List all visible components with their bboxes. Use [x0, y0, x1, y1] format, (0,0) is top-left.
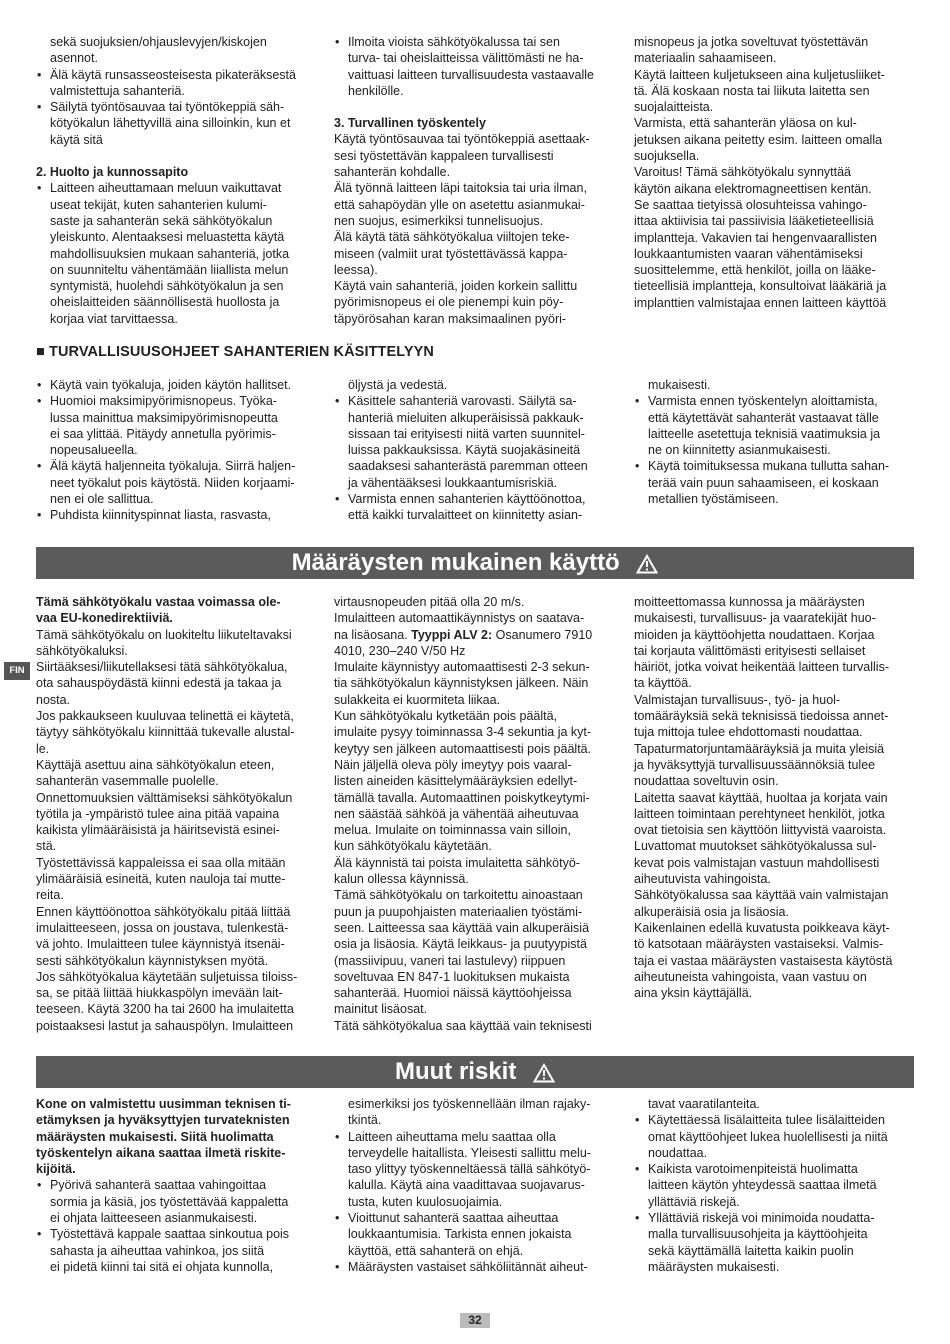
text-line: taso ylittyy työskenneltäessä tällä sähkötyö- [348, 1162, 591, 1177]
text-line: laitteelle asetettuja teknisiä vaatimuksia ja [648, 426, 881, 441]
page-number: 32 [460, 1313, 490, 1328]
text-line: • Varmista ennen sahanterien käyttöönottoa, [348, 492, 586, 507]
text-line: useat tekijät, kuten sahanterien kulumi- [50, 197, 267, 212]
text-line: laitteen käytön yhteydessä saattaa ilmetä [648, 1178, 877, 1193]
text-line: mainitut lisäosat. [334, 1002, 428, 1017]
text-line: • Yllättäviä riskejä voi minimoida noudatta- [648, 1211, 875, 1226]
text-line: noudattaa soveltuvin osin. [634, 774, 779, 789]
text-line: Jos pakkaukseen kuuluvaa telinettä ei käytetä, [36, 709, 294, 724]
heading-text: TURVALLISUUSOHJEET SAHANTERIEN KÄSITTELYYN [49, 344, 435, 360]
text-line: suojalaitteista. [634, 100, 714, 115]
text-line: nopeusalueella. [50, 443, 138, 458]
bullet-list [634, 1112, 919, 1275]
text-line: • Laitteen aiheuttama melu saattaa olla [348, 1129, 556, 1144]
text-line: kötyökalun lähettyvillä aina silloinkin, kun et [50, 116, 291, 131]
text-line: etämyksen ja hyväksyttyjen turvateknisten [36, 1113, 290, 1128]
list-item [36, 393, 321, 458]
text-line: sesi työstettävän kappaleen turvallisesti [334, 148, 554, 163]
use-col3 [634, 594, 919, 1001]
text-line: osia ja lisäosia. Käytä leikkaus- ja puutyypistä [334, 937, 587, 952]
language-tab: FIN [4, 662, 30, 680]
text-line: tuja mittoja tulee ehdottomasti noudattaa. [634, 725, 863, 740]
bullet-list [634, 393, 919, 507]
text-line: Valmistajan turvallisuus-, työ- ja huol- [634, 692, 841, 707]
text-line: ja hyväksyttyjä turvallisuussäännöksiä tulee [634, 757, 876, 772]
text-line: • Huomioi maksimipyörimisnopeus. Työka- [50, 394, 277, 409]
saw-col3 [634, 377, 919, 507]
text-line: tavat vaaratilanteita. [648, 1097, 760, 1111]
text-line: imulaitteeseen, jossa on joustava, tulenkestä- [36, 920, 289, 935]
text-line: Sähkötyökalussa saa käyttää vain valmistajan [634, 888, 889, 903]
text-line: Laitetta saavat käyttää, huoltaa ja korjata vain [634, 790, 888, 805]
text-line: vä johto. Imulaitteen tulee käynnistyä itsenäi- [36, 937, 285, 952]
list-item [36, 377, 321, 393]
list-item [334, 1129, 619, 1210]
text-line: Tapaturmatorjuntamääräyksiä ja muita yleisiä [634, 741, 885, 756]
text-line: sissaan tai erityisesti niitä varten suunnitel- [348, 426, 585, 441]
text-line: Kone on valmistettu uusimman teknisen ti- [36, 1097, 291, 1111]
text-line: • Varmista ennen työskentelyn aloittamista, [648, 394, 878, 409]
bullet-list [36, 377, 321, 524]
text-line: terveydelle haitallista. Yleisesti sallittu melu- [348, 1145, 591, 1160]
text-line: aina yksin käyttäjällä. [634, 986, 753, 1001]
text-line: aiheutuneista vahingoista, vaan vastuu on [634, 969, 867, 984]
text-line: mioiden ja käyttöohjetta noudattaen. Korjaa [634, 627, 875, 642]
text-line: tä. Älä koskaan nosta tai liikuta laitetta sen [634, 83, 870, 98]
text-line: Jos sähkötyökalua käytetään suljetuissa tiloiss- [36, 969, 298, 984]
text-line: suosittelemme, että henkilöt, joilla on lääke- [634, 263, 876, 278]
text-line: mahdollisuuksien mukaan sahanteriä, jotka [50, 246, 290, 261]
text-line: vaittuasi laitteen turvallisuudesta vastaavalle [348, 67, 594, 82]
text-line: Varoitus! Tämä sähkötyökalu synnyttää [634, 165, 852, 180]
text-line: yllättäviä riskejä. [648, 1194, 740, 1209]
text-span: Osanumero 7910 [492, 627, 593, 642]
text-line: aiheutuvista vahingoista. [634, 872, 771, 887]
list-item [334, 34, 619, 99]
banner-title: Muut riskit [394, 1058, 517, 1085]
text-line: misnopeus ja jotka soveltuvat työstettävän [634, 35, 869, 49]
text-line: sahasta ja aiheuttaa vahinkoa, jos siitä [50, 1243, 265, 1258]
text-line: työskentelyn aikana saattaa ilmetä riskite- [36, 1145, 286, 1160]
saw-col2 [334, 377, 619, 524]
text-line: • Käytettäessä lisälaitteita tulee lisälaitteiden [648, 1113, 885, 1128]
text-line: ylimääräisiä esineitä, kuten nauloja tai mutte- [36, 872, 286, 887]
text-line: että sahapöydän ylle on asetettu asianmukai- [334, 197, 585, 212]
warning-triangle-icon [636, 554, 658, 574]
text-line: käytä sitä [50, 132, 103, 147]
risks-col2 [334, 1096, 619, 1275]
text-line: tomääräyksiä sekä teknisissä tiedoissa annet- [634, 709, 889, 724]
text-line: mukaisesti, turvallisuus- ja vaaratekijät huo- [634, 611, 876, 626]
text-line: virtausnopeuden pitää olla 20 m/s. [334, 595, 525, 609]
list-item [334, 491, 619, 524]
text-line: esimerkiksi jos työskennellään ilman rajaky- [348, 1097, 591, 1111]
text-line: käyttöä, että sahanterä on ehjä. [348, 1243, 524, 1258]
text-line: tämällä tavalla. Automaattinen poiskytkeytymi- [334, 790, 590, 805]
text-line: täpyörösahan karan maksimaalinen pyöri- [334, 311, 567, 326]
text-line: sahanterän vasemmalle puolelle. [36, 774, 219, 789]
list-item [36, 507, 321, 523]
text-line: yleiskunto. Alentaaksesi meluastetta käytä [50, 230, 285, 245]
text-line: oheislaitteiden säännöllisestä huollosta ja [50, 295, 280, 310]
intended-use-banner [36, 547, 914, 579]
list-item [634, 393, 919, 458]
text-line: että kaikki turvalaitteet on kiinnitetty asian- [348, 508, 583, 523]
list-item [634, 458, 919, 507]
section-heading: 3. Turvallinen työskentely [334, 116, 486, 131]
text-line: nen säästää sähköä ja vähentää aiheutuvaa [334, 806, 579, 821]
text-line: Tämä sähkötyökalu on luokiteltu liikuteltavaksi [36, 627, 292, 642]
text-line: leessa). [334, 262, 378, 277]
text-line: Käytä työntösauvaa tai työntökeppiä asettaak- [334, 132, 590, 147]
text-line: puun ja puupohjaisten materiaalien työstämi- [334, 904, 583, 919]
text-line: ittaa aktiivisia tai passiivisia lääketieteellisiä [634, 214, 874, 229]
text-line: tkintä. [348, 1113, 382, 1128]
text-line: malla turvallisuusohjeita ja käyttöohjeita [648, 1227, 868, 1242]
text-line: loukkaantumisten vaaran vähentämiseksi [634, 246, 863, 261]
top-col3 [634, 34, 919, 311]
text-line: poistaaksesi lastut ja sahauspölyn. Imulaitteen [36, 1018, 294, 1033]
text-line: seen. Laitteessa saa käyttää vain alkuperäisiä [334, 920, 590, 935]
text-line: tieteellisiä implantteja, konsultoivat lääkäriä ja [634, 279, 887, 294]
text-line: • Määräysten vastaiset sähköliitännät aiheut- [348, 1259, 588, 1274]
list-item [634, 1161, 919, 1210]
text-line: • Säilytä työntösauvaa tai työntökeppiä säh- [50, 100, 285, 115]
text-line: luissa pakkauksissa. Käytä suojakäsineitä [348, 443, 581, 458]
text-line: • Käytä vain työkaluja, joiden käytön hallitset. [50, 378, 292, 392]
text-line: on suunniteltu vähentämään liiallista melun [50, 262, 289, 277]
text-block [36, 34, 321, 67]
text-line: kijöitä. [36, 1162, 76, 1177]
text-span: na lisäosana. [334, 627, 412, 642]
text-line: • Puhdista kiinnityspinnat liasta, rasvasta, [50, 508, 271, 523]
list-item [36, 1177, 321, 1226]
text-line: • Älä käytä haljenneita työkaluja. Siirrä haljen- [50, 459, 296, 474]
text-line: teeseen. Käytä 3200 ha tai 2600 ha imulaitetta [36, 1002, 294, 1017]
text-line: sekä suojuksien/ohjauslevyjen/kiskojen [50, 35, 267, 49]
list-item [36, 99, 321, 148]
text-line: työtila ja -ympäristö tulee aina pitää vapaina [36, 806, 280, 821]
text-line: Onnettomuuksien välttämiseksi sähkötyökalun [36, 790, 293, 805]
text-line: neet työkalut pois käytöstä. Niiden korjaami- [50, 475, 295, 490]
text-line: henkilölle. [348, 83, 404, 98]
text-line: suojuksella. [634, 149, 700, 164]
text-line: (massiivipuu, vaneri tai lastulevy) riippuen [334, 953, 566, 968]
text-block [334, 131, 619, 327]
text-line: materiaalin sahaamiseen. [634, 51, 777, 66]
text-line: sahanterän kohdalle. [334, 165, 451, 180]
text-line: sormia ja käsiä, jos työstettävää kappaletta [50, 1194, 289, 1209]
text-line: ne on kiinnitetty asianmukaisesti. [648, 443, 831, 458]
text-line [334, 627, 619, 643]
banner-title: Määräysten mukainen käyttö [291, 549, 620, 576]
text-line: kalulla. Käytä aina vaadittavaa suojavarus- [348, 1178, 585, 1193]
text-line: soveltuvaa EN 847-1 luokituksen mukaista [334, 969, 570, 984]
text-line: Tämä sähkötyökalu on tarkoitettu ainoastaan [334, 888, 583, 903]
text-line: imulaite pysyy toiminnassa 3-4 sekuntia ja kyt- [334, 725, 592, 740]
text-line: sulakkeita ei kuormiteta liikaa. [334, 692, 501, 707]
text-line: • Älä käytä runsasseosteisesta pikateräksestä [50, 67, 296, 82]
text-line: syntymistä, huolehdi sähkötyökalun ja sen [50, 279, 284, 294]
text-line: täytyy sähkötyökalu kiinnittää tukevalle alustal- [36, 725, 295, 740]
text-line: hanteriä mieluiten alkuperäisissä pakkauk- [348, 410, 584, 425]
other-risks-banner [36, 1056, 914, 1088]
text-line: sesti sähkötyökalun käynnistyksen myötä. [36, 953, 269, 968]
text-line: Imulaitteen automaattikäynnistys on saatava- [334, 611, 585, 626]
list-item [36, 458, 321, 507]
list-item [334, 393, 619, 491]
section-heading: 2. Huolto ja kunnossapito [36, 165, 189, 180]
text-line: Varmista, että sahanterän yläosa on kul- [634, 116, 857, 131]
risks-col1 [36, 1096, 321, 1275]
text-line: Se saattaa tietyissä olosuhteissa vahingo- [634, 197, 867, 212]
text-line: tai korjauta välittömästi erityisesti sellaiset [634, 643, 866, 658]
text-line: • Kaikista varotoimenpiteistä huolimatta [648, 1162, 858, 1177]
text-line: korjaa viat tarvittaessa. [50, 311, 178, 326]
text-line: määräysten mukaisesti. Siitä huolimatta [36, 1129, 274, 1144]
list-item [36, 1226, 321, 1275]
text-line: tia sähkötyökalun käynnistyksen jälkeen. Näin [334, 676, 589, 691]
text-line: saste ja sahanterän sekä sähkötyökalun [50, 213, 273, 228]
text-line: le. [36, 741, 50, 756]
text-line: valmistettuja sahanteriä. [50, 83, 185, 98]
text-line: että käytettävät sahanterät vastaavat tälle [648, 410, 879, 425]
text-line: sa, se pitää liittää hiukkaspölyn imevään lait- [36, 986, 283, 1001]
text-line: sähkötyökaluksi. [36, 643, 128, 658]
text-line: taja ei vastaa määräysten vastaisesta käytöstä [634, 953, 893, 968]
text-line: kaikista ylimääräisistä ja häiritsevistä esinei- [36, 823, 280, 838]
text-line: miseen (valmiit urat työstettävässä kappa- [334, 246, 568, 261]
square-bullet-icon: ■ [36, 344, 45, 360]
text-line: lussa mainittua maksimipyörimisnopeutta [50, 410, 278, 425]
text-line: ei ohjata laitteeseen asianmukaisesti. [50, 1211, 258, 1226]
list-item [634, 1210, 919, 1275]
text-line: Tämä sähkötyökalu vastaa voimassa ole- [36, 595, 281, 609]
text-line: Älä käytä tätä sähkötyökalua viiltojen teke- [334, 230, 570, 245]
text-line: stä. [36, 839, 57, 854]
text-line: nosta. [36, 692, 71, 707]
text-line: ta käyttöä. [634, 676, 692, 691]
text-line: sahanterää. Huomioi näissä käyttöohjeissa [334, 986, 572, 1001]
text-line: Älä käynnistä tai poista imulaitetta sähkötyö- [334, 855, 580, 870]
text-line: • Käytä toimituksessa mukana tullutta sahan- [648, 459, 890, 474]
text-line: ei saa ylittää. Pitäydy annetulla pyörimis- [50, 426, 276, 441]
text-line: metallien työstämiseen. [648, 492, 779, 507]
text-line: ja vähentääksesi loukkaantumisriskiä. [348, 475, 558, 490]
text-line: Näin jäljellä oleva pöly imeytyy pois vaaral- [334, 757, 572, 772]
bullet-list [36, 180, 321, 327]
text-line: listen aineiden käsittelymääräyksien edellyt- [334, 774, 578, 789]
text-line: laitteen toimintaan perehtyneet henkilöt, jotka [634, 806, 885, 821]
text-line: melua. Imulaite on toiminnassa vain silloin, [334, 823, 571, 838]
text-line: • Käsittele sahanteriä varovasti. Säilytä sa- [348, 394, 577, 409]
text-line: vaa EU-konedirektiiviä. [36, 611, 173, 626]
text-line: käytön aikana elektromagneettisen kentän. [634, 181, 872, 196]
text-block [634, 34, 919, 311]
text-line: Työstettävissä kappaleissa ei saa olla mitään [36, 855, 286, 870]
text-line: asennot. [50, 51, 98, 66]
text-line: 4010, 230–240 V/50 Hz [334, 643, 466, 658]
text-line: • Vioittunut sahanterä saattaa aiheuttaa [348, 1211, 559, 1226]
saw-col1 [36, 377, 321, 524]
text-line: Älä työnnä laitteen läpi taitoksia tai uria ilman, [334, 181, 587, 196]
text-line: implanttien valmistajaa ennen laitteen käyttöä [634, 295, 887, 310]
text-line: Imulaite käynnistyy automaattisesti 2-3 sekun- [334, 660, 590, 675]
text-line: kun sähkötyökalu käytetään. [334, 839, 492, 854]
warning-triangle-icon [533, 1063, 555, 1083]
bullet-list [36, 67, 321, 148]
text-line: keytyy sen jälkeen automaattisesti pois päältä. [334, 741, 592, 756]
list-item [36, 180, 321, 327]
text-line: saadaksesi sahanterästä paremman otteen [348, 459, 588, 474]
text-line: implantteja. Vakavien tai hengenvaarallisten [634, 230, 877, 245]
text-line: Luvattomat muutokset sähkötyökalussa sul- [634, 839, 877, 854]
text-line: Kun sähkötyökalu kytketään pois päältä, [334, 709, 558, 724]
text-line: Käyttäjä asettuu aina sähkötyökalun eteen, [36, 757, 275, 772]
text-line: • Työstettävä kappale saattaa sinkoutua pois [50, 1227, 290, 1242]
list-item [634, 1112, 919, 1161]
text-line: kevat pois valmistajan vastuun mahdollisesti [634, 855, 880, 870]
text-line: Ennen käyttöönottoa sähkötyökalu pitää liittää [36, 904, 291, 919]
list-item [334, 1210, 619, 1259]
list-item [334, 1259, 619, 1275]
text-line: ei pidetä kiinni tai sitä ei ohjata kunnolla, [50, 1259, 274, 1274]
risks-col3 [634, 1096, 919, 1275]
text-line: sekä käyttämällä laitetta kaikin puolin [648, 1243, 854, 1258]
text-line: Tätä sähkötyökalua saa käyttää vain teknisesti [334, 1018, 592, 1033]
text-line: öljystä ja vedestä. [348, 378, 448, 392]
top-col2 [334, 34, 619, 327]
text-line: • Pyörivä sahanterä saattaa vahingoittaa [50, 1178, 267, 1193]
text-line: noudattaa. [648, 1145, 708, 1160]
text-line: häiriöt, jotka voivat heikentää laitteen turvallis- [634, 660, 889, 675]
text-line: tö katsotaan määräysten vastaiseksi. Valmis- [634, 937, 884, 952]
text-line: Kaikenlainen edellä kuvatusta poikkeava käyt- [634, 920, 890, 935]
text-line: ovat tietoisia sen käyttöön liittyvistä vaaroista. [634, 823, 887, 838]
top-col1 [36, 34, 321, 327]
text-line: mukaisesti. [648, 378, 711, 392]
model-name: Tyyppi ALV 2: [411, 627, 493, 642]
text-line: Käytä vain sahanteriä, joiden korkein sallittu [334, 279, 578, 294]
text-line: omat käyttöohjeet lukea huolellisesti ja niitä [648, 1129, 888, 1144]
text-line: määräysten mukaisesti. [648, 1259, 780, 1274]
bullet-list [334, 1129, 619, 1276]
bullet-list [334, 393, 619, 523]
text-line: • Ilmoita vioista sähkötyökalussa tai sen [348, 35, 560, 49]
bullet-list [36, 1177, 321, 1275]
text-line: nen ei ole sallittua. [50, 492, 154, 507]
text-line: loukkaantumisia. Tarkista ennen jokaista [348, 1227, 572, 1242]
text-line: pyörimisnopeus ei ole pienempi kuin pöy- [334, 295, 564, 310]
text-line: moitteettomassa kunnossa ja määräysten [634, 595, 865, 609]
text-line: tusta, kuten kuulosuojaimia. [348, 1194, 503, 1209]
text-line: kalun ollessa käynnissä. [334, 872, 469, 887]
bullet-list [334, 34, 619, 99]
saw-blade-safety-heading [36, 344, 434, 360]
text-line: terää vain puun sahaamiseen, ei koskaan [648, 475, 879, 490]
text-line: nen suojus, esimerkiksi tunnelisuojus. [334, 213, 544, 228]
use-col1 [36, 594, 321, 1034]
list-item [36, 67, 321, 100]
text-line: alkuperäisiä osia ja lisäosia. [634, 904, 789, 919]
text-line: turva- tai oheislaitteissa välittömästi ne ha- [348, 51, 584, 66]
use-col2 [334, 594, 619, 1034]
text-line: reita. [36, 888, 64, 903]
text-line: • Laitteen aiheuttamaan meluun vaikuttavat [50, 181, 282, 196]
text-line: ota sahauspöydästä kiinni edestä ja takaa ja [36, 676, 282, 691]
text-line: jetuksen aikana peitetty esim. laitteen omalla [634, 132, 883, 147]
text-line: Käytä laitteen kuljetukseen aina kuljetusliiket- [634, 67, 885, 82]
text-line: Siirtääksesi/liikutellaksesi tätä sähkötyökalua, [36, 660, 288, 675]
